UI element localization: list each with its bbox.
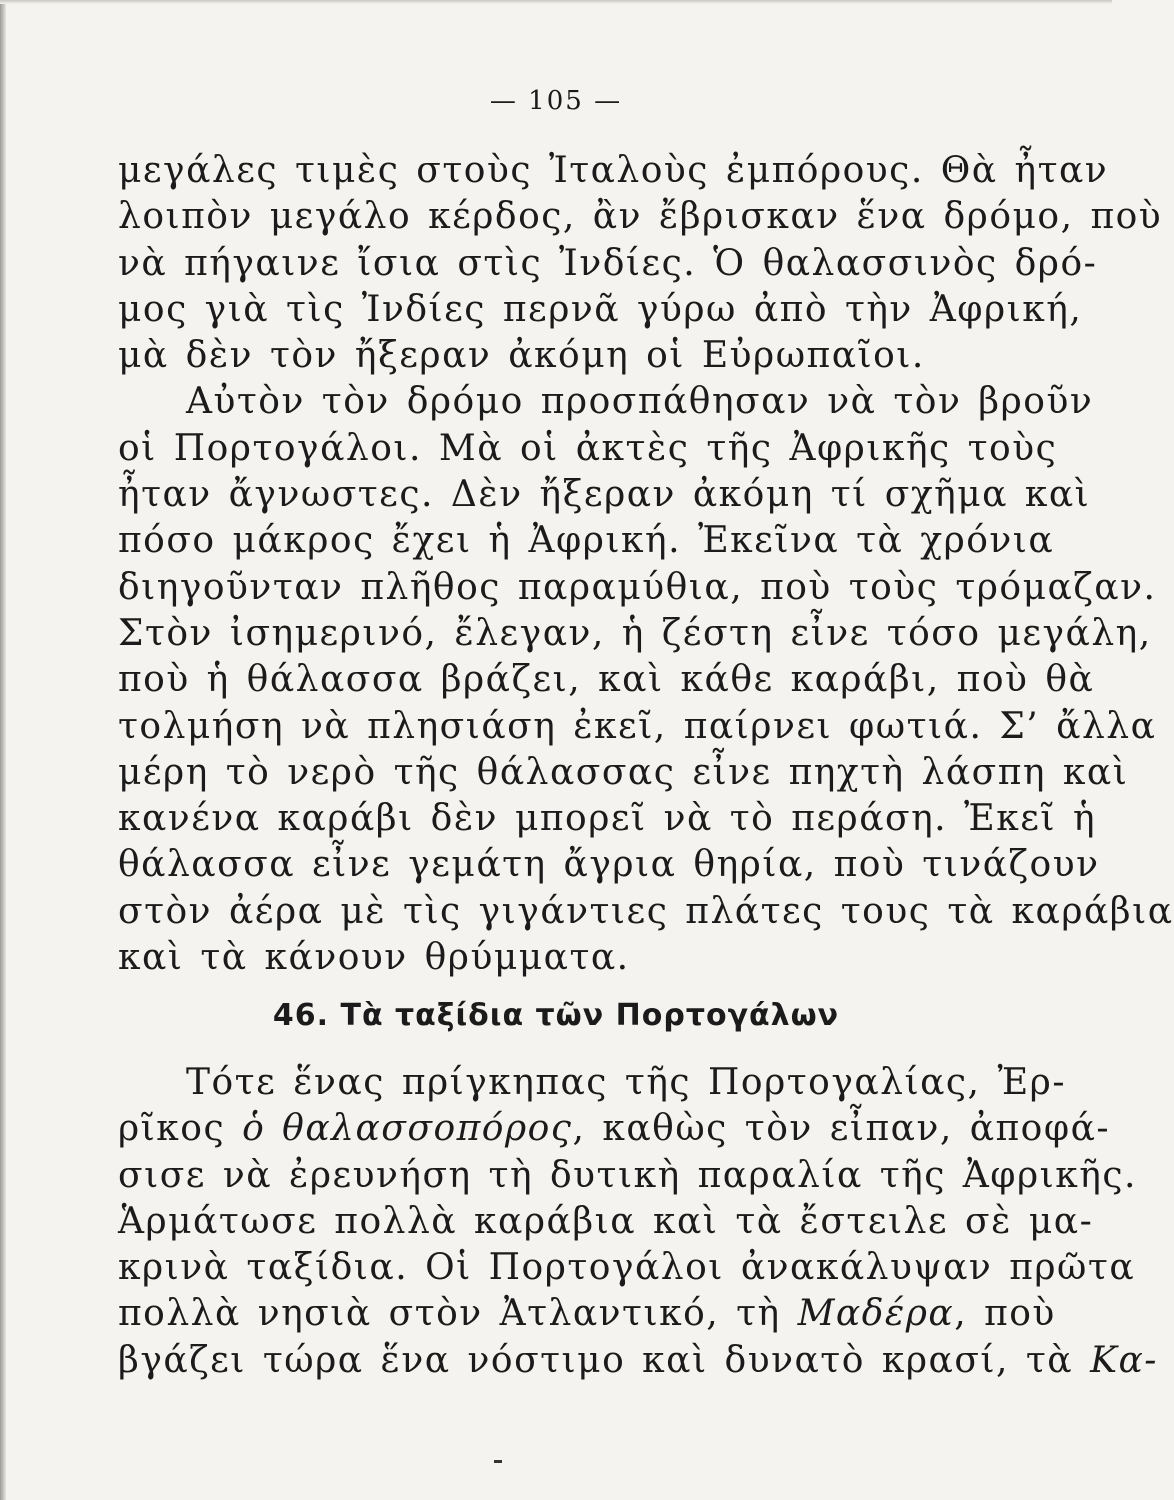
text-line: κανένα καράβι δὲν μπορεῖ νὰ τὸ περάση. Ἐκεῖ ἡ: [118, 798, 1097, 840]
text-line: κρινὰ ταξίδια. Οἱ Πορτογάλοι ἀνακάλυψαν πρῶτα: [118, 1247, 1136, 1289]
text-line: σισε νὰ ἐρευνήση τὴ δυτικὴ παραλία τῆς Ἀφρικῆς.: [118, 1154, 1137, 1196]
text-line: βγάζει τώρα ἕνα νόστιμο καὶ δυνατὸ κρασί, τὰ Κα-: [118, 1339, 1158, 1381]
text-line: στὸν ἀέρα μὲ τὶς γιγάντιες πλάτες τους τὰ καράβια: [118, 890, 1174, 932]
text-line: Τότε ἕνας πρίγκηπας τῆς Πορτογαλίας, Ἐρ-: [186, 1062, 1066, 1103]
page-edge-shadow: [0, 0, 6, 1500]
text-line: διηγοῦνταν πλῆθος παραμύθια, ποὺ τοὺς τρόμαζαν.: [118, 566, 1157, 608]
section-heading: 46. Τὰ ταξίδια τῶν Πορτογάλων: [272, 998, 840, 1033]
italic-place-name: Μαδέρα: [797, 1293, 955, 1335]
body-text-upper: [118, 148, 1174, 981]
body-text-lower: [118, 1060, 1158, 1384]
text-line: Ἁρμάτωσε πολλὰ καράβια καὶ τὰ ἔστειλε σὲ μα-: [118, 1200, 1094, 1242]
text-line: Αὐτὸν τὸν δρόμο προσπάθησαν νὰ τὸν βροῦν: [186, 381, 1094, 423]
text-line: οἱ Πορτογάλοι. Μὰ οἱ ἀκτὲς τῆς Ἀφρικῆς τοὺς: [118, 427, 1058, 469]
text-line: τολμήση νὰ πλησιάση ἐκεῖ, παίρνει φωτιά. Σ’ ἄλλα: [118, 705, 1157, 747]
text-line: μὰ δὲν τὸν ἤξεραν ἀκόμη οἱ Εὐρωπαῖοι.: [118, 335, 925, 377]
text-line: μέρη τὸ νερὸ τῆς θάλασσας εἶνε πηχτὴ λάσπη καὶ: [118, 751, 1129, 793]
text-line: νὰ πήγαινε ἴσια στὶς Ἰνδίες. Ὁ θαλασσινὸς δρό-: [118, 242, 1098, 284]
text-line: ἦταν ἄγνωστες. Δὲν ἤξεραν ἀκόμη τί σχῆμα καὶ: [118, 474, 1091, 516]
italic-place-name: Κα-: [1090, 1339, 1158, 1381]
page-number: — 105 —: [489, 86, 623, 116]
text-line: ποὺ ἡ θάλασσα βράζει, καὶ κάθε καράβι, ποὺ θὰ: [118, 659, 1095, 701]
text-line: μος γιὰ τὶς Ἰνδίες περνᾶ γύρω ἀπὸ τὴν Ἀφρική,: [118, 288, 1083, 330]
text-line: Στὸν ἰσημερινό, ἔλεγαν, ἡ ζέστη εἶνε τόσο μεγάλη,: [118, 612, 1152, 654]
text-line: πόσο μάκρος ἔχει ἡ Ἀφρική. Ἐκεῖνα τὰ χρόνια: [118, 520, 1055, 562]
print-mark: [494, 1460, 502, 1463]
text-line: μεγάλες τιμὲς στοὺς Ἰταλοὺς ἐμπόρους. Θὰ ἦταν: [118, 150, 1109, 191]
italic-phrase: ὁ θαλασσοπόρος: [242, 1108, 573, 1150]
text-line: λοιπὸν μεγάλο κέρδος, ἂν ἔβρισκαν ἕνα δρόμο, ποὺ: [118, 196, 1163, 238]
text-line: καὶ τὰ κάνουν θρύμματα.: [118, 937, 630, 979]
text-line: πολλὰ νησιὰ στὸν Ἀτλαντικό, τὴ Μαδέρα, ποὺ: [118, 1293, 1056, 1335]
page-top-edge: [0, 0, 1112, 4]
text-line: θάλασσα εἶνε γεμάτη ἄγρια θηρία, ποὺ τινάζουν: [118, 844, 1100, 886]
text-line: ρῖκος ὁ θαλασσοπόρος, καθὼς τὸν εἶπαν, ἀποφά-: [118, 1108, 1111, 1150]
